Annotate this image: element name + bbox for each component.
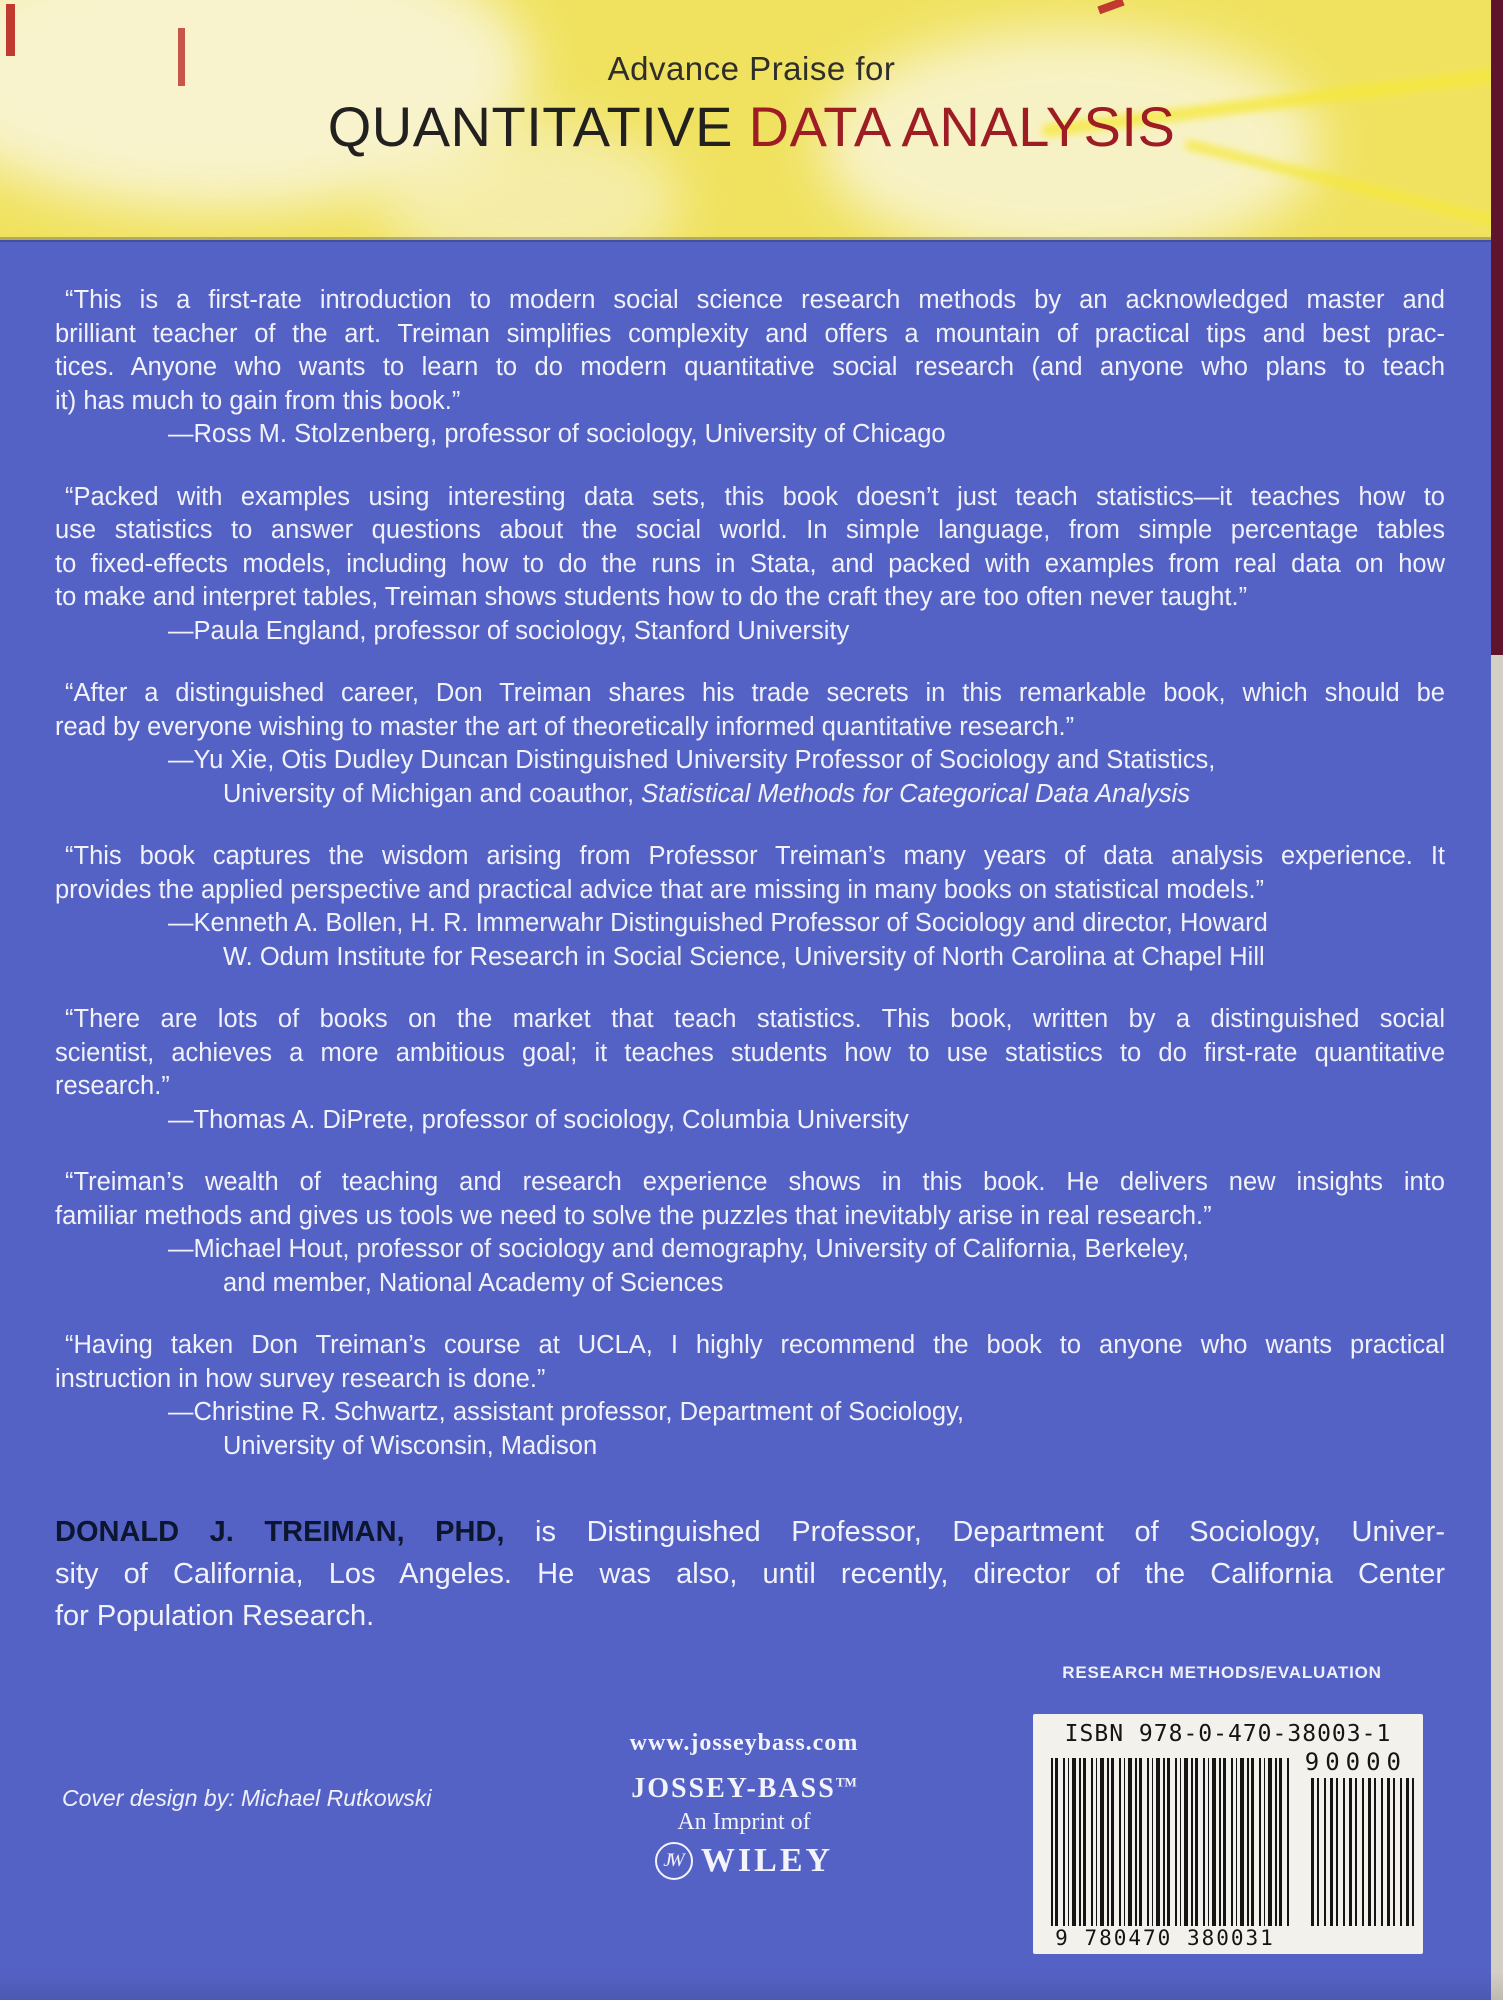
bio-line: sity of California, Los Angeles. He was also, until recently, director of the California Center [55,1558,1445,1590]
quote-line: “Treiman’s wealth of teaching and research experience shows in this book. He delivers new insights into [65,1168,1445,1196]
ean-digits: 9 780470 380031 [1037,1926,1293,1950]
cover-design-credit: Cover design by: Michael Rutkowski [62,1785,432,1811]
quote-line: “This is a first-rate introduction to modern social science research methods by an acknowledged master and [65,286,1445,314]
book-title [0,94,1503,159]
quote-attribution: W. Odum Institute for Research in Social Science, University of North Carolina at Chapel Hill [223,942,1265,971]
praise-quote [55,481,1445,649]
quote-line: “Packed with examples using interesting data sets, this book doesn’t just teach statistics—it teaches how to [65,482,1445,511]
book-title-data-analysis: DATA ANALYSIS [748,95,1176,158]
praise-quote [55,677,1445,811]
quote-attribution: and member, National Academy of Sciences [223,1268,724,1297]
top-yellow-band [0,0,1503,240]
quote-attribution: —Thomas A. DiPrete, professor of sociology, Columbia University [168,1105,909,1134]
photo-bottom-shade [0,1972,1503,2000]
bio-text: is Distinguished Professor, Department of Sociology, Univer- [504,1516,1445,1548]
book-edge-maroon [1491,0,1503,655]
trademark-symbol: TM [835,1774,857,1790]
quote-line: tices. Anyone who wants to learn to do modern quantitative social research (and anyone who plans to teach [55,353,1445,381]
quote-line: scientist, achieves a more ambitious goal; it teaches students how to use statistics to do first-rate quantitative [55,1038,1445,1067]
bio-line: for Population Research. [55,1600,375,1632]
quote-attribution: —Michael Hout, professor of sociology and demography, University of California, Berkeley, [168,1235,1189,1263]
map-art-red-mark [6,4,15,56]
wiley-wordmark: WILEY [700,1842,834,1879]
quote-line: to fixed-effects models, including how to do the runs in Stata, and packed with examples from real data on how [55,549,1445,578]
book-title-quantitative: QUANTITATIVE [327,95,733,158]
author-name: DONALD J. TREIMAN, PHD, [55,1516,505,1548]
quote-line: research.” [55,1072,170,1100]
barcode [1033,1714,1423,1954]
ean-barcode-bars [1051,1758,1289,1926]
category-label: RESEARCH METHODS/EVALUATION [1062,1663,1382,1682]
quote-line: “This book captures the wisdom arising from Professor Treiman’s many years of data analysis experience. It [65,842,1445,870]
quote-line: provides the applied perspective and practical advice that are missing in many books on statistical models.” [55,875,1265,904]
quote-attribution: —Kenneth A. Bollen, H. R. Immerwahr Distinguished Professor of Sociology and director, Howard [168,909,1268,937]
praise-quote [55,1166,1445,1300]
quote-attribution: University of Wisconsin, Madison [223,1431,598,1460]
wiley-logo-icon: JW [655,1842,693,1880]
quote-attribution: —Paula England, professor of sociology, Stanford University [168,616,850,645]
book-edge-gray [1491,655,1503,2000]
praise-quotes-column [55,240,1445,1637]
wiley-logo-row [544,1842,944,1880]
quote-line: “After a distinguished career, Don Treiman shares his trade secrets in this remarkable book, which should be [65,679,1445,707]
supplement-barcode-bars [1311,1778,1415,1926]
attribution-text: University of Michigan and coauthor, [223,779,642,808]
publisher-website: www.josseybass.com [629,1730,859,1756]
map-art-red-mark [1097,0,1124,14]
quote-line: familiar methods and gives us tools we need to solve the puzzles that inevitably arise in real research.” [55,1201,1212,1230]
imprint-name-text: JOSSEY-BASS [631,1773,836,1804]
publisher-block [544,1730,944,1880]
imprint-name [544,1773,944,1805]
author-bio [55,1511,1445,1637]
quote-attribution: —Yu Xie, Otis Dudley Duncan Distinguished University Professor of Sociology and Statistics, [168,746,1216,774]
quote-line: “There are lots of books on the market that teach statistics. This book, written by a distinguished social [65,1005,1445,1033]
quote-line: “Having taken Don Treiman’s course at UCLA, I highly recommend the book to anyone who wants practical [65,1331,1445,1359]
quote-line: brilliant teacher of the art. Treiman simplifies complexity and offers a mountain of practical tips and best prac- [55,319,1445,348]
praise-quote [55,1003,1445,1137]
advance-praise-label: Advance Praise for [607,50,896,87]
quote-line: read by everyone wishing to master the art of theoretically informed quantitative research.” [55,712,1075,741]
quote-attribution [55,778,1445,812]
bio-line [55,1511,1445,1553]
quote-line: it) has much to gain from this book.” [55,386,461,415]
praise-quote [55,1329,1445,1463]
imprint-line: An Imprint of [677,1809,811,1835]
quote-line: to make and interpret tables, Treiman shows students how to do the craft they are too often never taught.” [55,583,1248,611]
isbn-label: ISBN 978-0-470-38003-1 [1064,1721,1392,1747]
quote-attribution: —Christine R. Schwartz, assistant professor, Department of Sociology, [168,1398,965,1426]
praise-quote [55,840,1445,974]
praise-quote [55,284,1445,452]
quote-line: use statistics to answer questions about the social world. In simple language, from simple percentage tables [55,516,1445,544]
quote-attribution: —Ross M. Stolzenberg, professor of sociology, University of Chicago [168,420,946,448]
barcode-price-code: 90000 [1304,1748,1407,1776]
attribution-book-title: Statistical Methods for Categorical Data Analysis [641,779,1191,808]
quote-line: instruction in how survey research is done.” [55,1364,546,1393]
